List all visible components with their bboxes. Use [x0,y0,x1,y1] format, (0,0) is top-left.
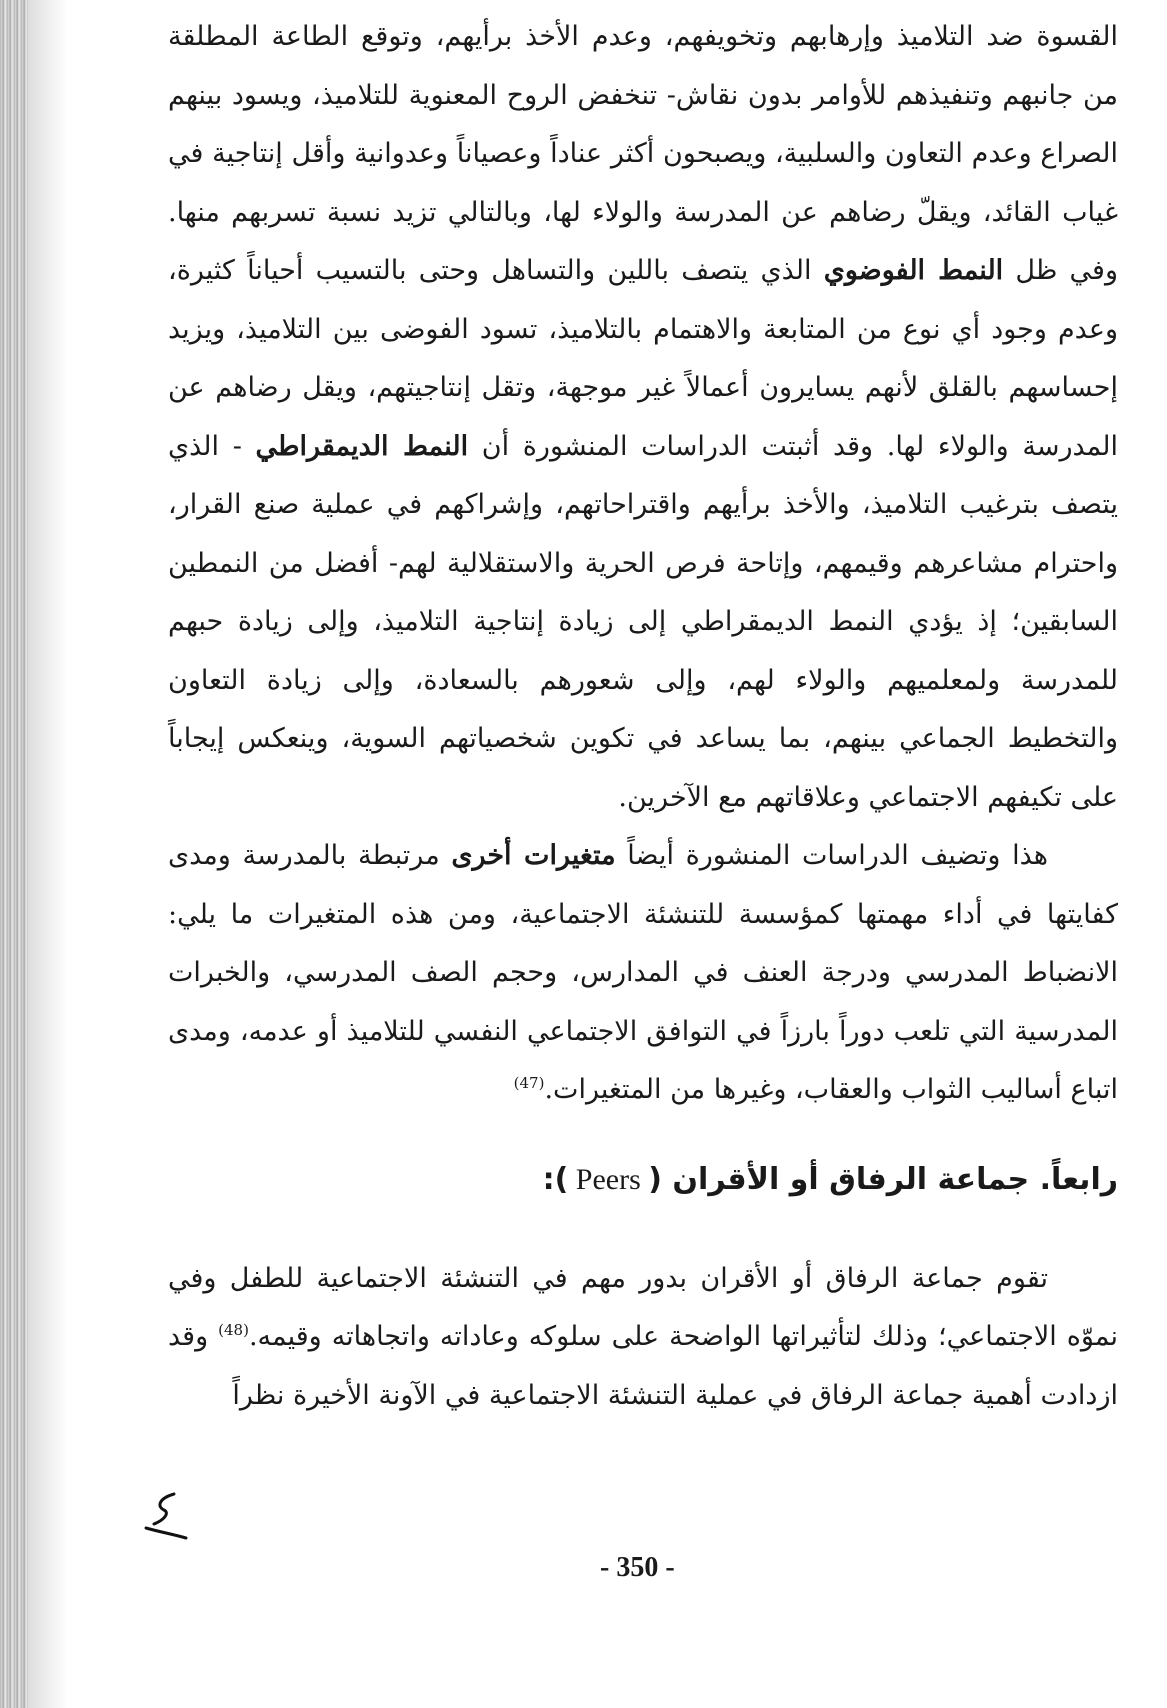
paragraph-school-leadership [168,8,1118,827]
paragraph-text: تقوم جماعة الرفاق أو الأقران بدور مهم في التنشئة الاجتماعية للطفل وفي نموّه الاجتماعي؛ وذلك لتأثيراتها الواضحة على سلوكه وعاداته واتجاهاته وقيمه. [168,1262,1119,1352]
section-title-arabic: رابعاً. جماعة الرفاق أو الأقران ( [648,1161,1118,1197]
paragraph-text: - الذي يتصف بترغيب التلاميذ، والأخذ برأيهم واقتراحاتهم، وإشراكهم في عملية صنع القرار، واحترام مشاعرهم وقيمهم، وإتاحة فرص الحرية والاستقلالية لهم- أفضل من النمطين السابقين؛ إذ يؤدي النمط الديمقراطي إلى زيادة إنتاجية التلاميذ، وإلى زيادة حبهم للمدرسة ولمعلميهم والولاء لهم، وإلى شعورهم بالسعادة، وإلى زيادة التعاون والتخطيط الجماعي بينهم، بما يساعد في تكوين شخصياتهم السوية، وينعكس إيجاباً على تكيفهم الاجتماعي وعلاقاتهم مع الآخرين. [168,430,1118,813]
paragraph-text: الذي يتصف باللين والتساهل وحتى بالتسيب أحياناً كثيرة، وعدم وجود أي نوع من المتابعة والاهتمام بالتلاميذ، تسود الفوضى بين التلاميذ، ويزيد إحساسهم بالقلق لأنهم يسايرون أعمالاً غير موجهة، وتقل إنتاجيتهم، ويقل رضاهم عن المدرسة والولاء لها. وقد أثبتت الدراسات المنشورة أن [168,255,1118,462]
document-page [168,8,1118,1425]
footnote-ref-47: (47) [513,1074,545,1092]
bold-term-laissez-faire: النمط الفوضوي [823,255,1004,286]
paragraph-peer-group [168,1250,1118,1426]
paragraph-text: القسوة ضد التلاميذ وإرهابهم وتخويفهم، وعدم الأخذ برأيهم، وتوقع الطاعة المطلقة من جانبهم وتنفيذهم للأوامر بدون نقاش- تنخفض الروح المعنوية للتلاميذ، ويسود بينهم الصراع وعدم التعاون والسلبية، ويصبحون أكثر عناداً وعصياناً وعدوانية وأقل إنتاجية في غياب القائد، ويقلّ رضاهم عن المدرسة والولاء لها، وبالتالي تزيد نسبة تسربهم منها. وفي ظل [168,21,1118,286]
handwritten-mark-icon [130,1488,200,1558]
bold-term-other-variables: متغيرات أخرى [451,840,616,871]
footnote-ref-48: (48) [218,1321,249,1339]
section-title-end: ): [542,1161,569,1197]
bold-term-democratic: النمط الديمقراطي [255,430,469,462]
scan-edge-gradient [28,0,68,1708]
paragraph-text: وقد ازدادت أهمية جماعة الرفاق في عملية التنشئة الاجتماعية في الآونة الأخيرة نظراً [168,1321,1118,1411]
paragraph-other-variables [168,827,1118,1120]
paragraph-text: مرتبطة بالمدرسة ومدى كفايتها في أداء مهمتها كمؤسسة للتنشئة الاجتماعية، ومن هذه المتغيرات ما يلي: الانضباط المدرسي ودرجة العنف في المدارس، وحجم الصف المدرسي، والخبرات المدرسية التي تلعب دوراً بارزاً في التوافق الاجتماعي النفسي للتلاميذ أو عدمه، ومدى اتباع أساليب الثواب والعقاب، وغيرها من المتغيرات. [168,840,1118,1105]
section-title-latin: Peers [568,1162,649,1196]
scan-edge-shadow [0,0,28,1708]
section-heading-peers [168,1150,1118,1210]
paragraph-text: هذا وتضيف الدراسات المنشورة أيضاً [615,840,1048,871]
page-number: - 350 - [600,1552,675,1583]
